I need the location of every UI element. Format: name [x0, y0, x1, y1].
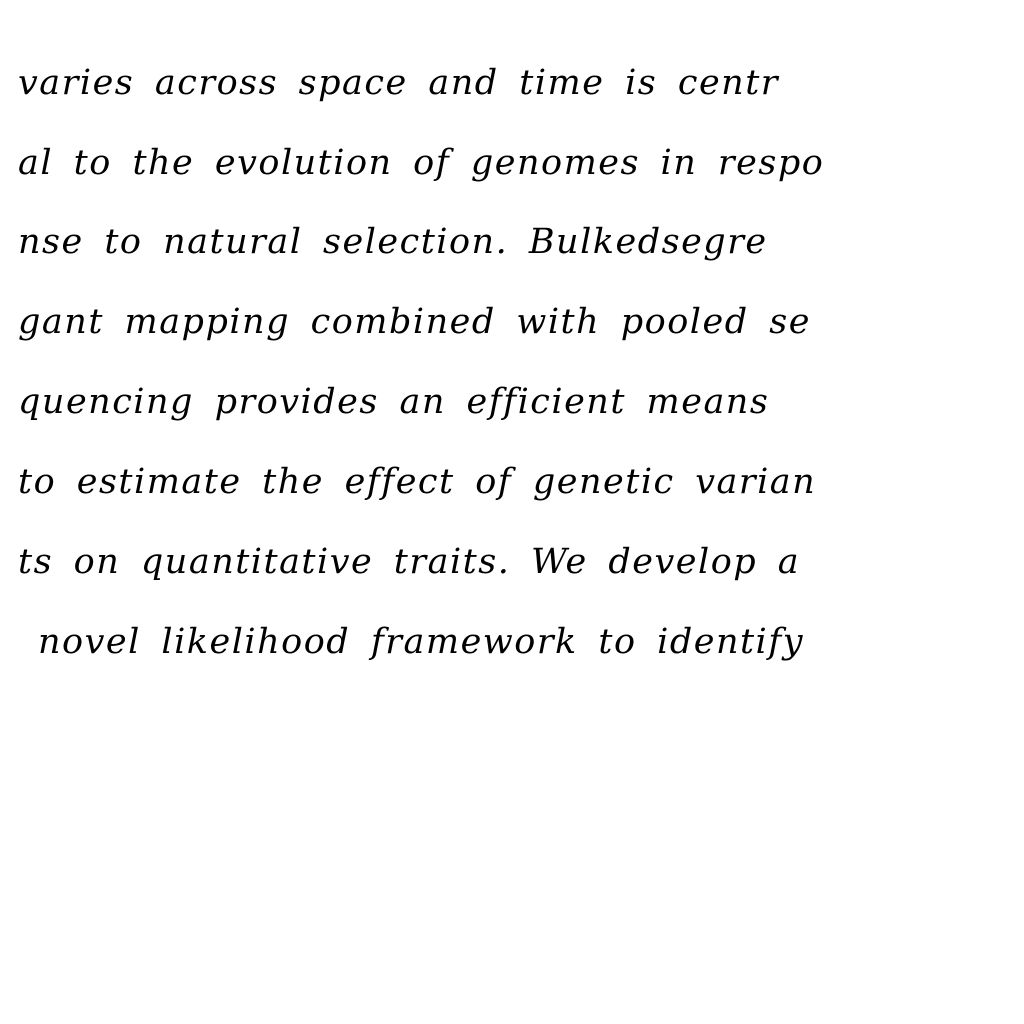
text-line-7: ts on quantitative traits. We develop a [18, 542, 801, 582]
text-line-8: novel likelihood framework to identify [38, 622, 804, 662]
text-line-1: varies across space and time is centr [18, 63, 780, 103]
text-line-4: gant mapping combined with pooled se [18, 302, 811, 342]
text-line-2: al to the evolution of genomes in respo [18, 143, 825, 183]
text-line-3: nse to natural selection. Bulkedsegre [18, 222, 768, 262]
text-line-6: to estimate the effect of genetic varian [18, 462, 817, 502]
text-line-5: quencing provides an efficient means [18, 382, 770, 422]
